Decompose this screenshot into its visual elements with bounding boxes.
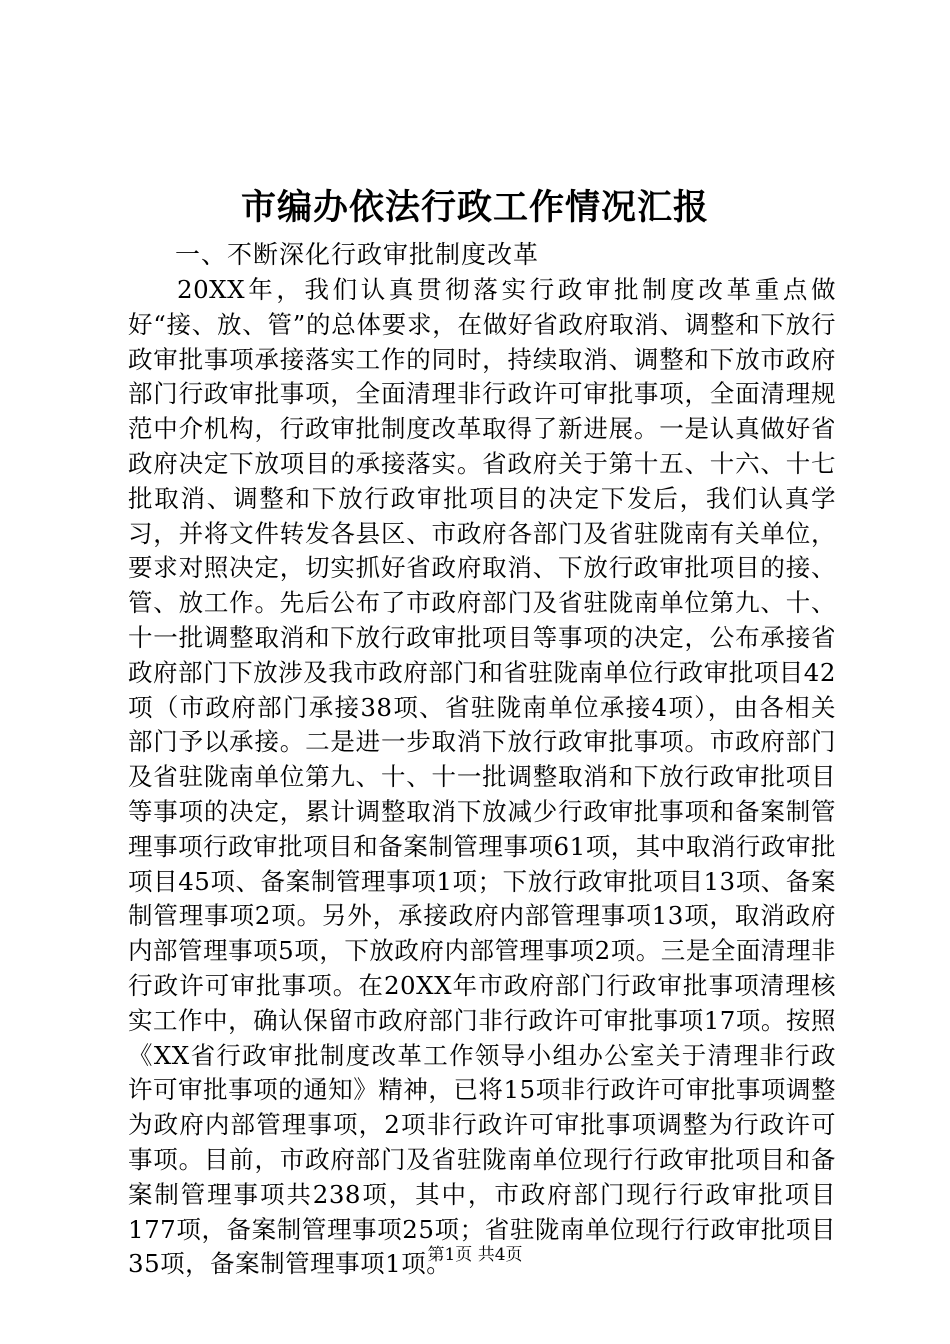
document-title: 市编办依法行政工作情况汇报 xyxy=(240,187,709,228)
section-heading: 一、不断深化行政审批制度改革 xyxy=(175,240,540,269)
body-paragraph: 20XX年，我们认真贯彻落实行政审批制度改革重点做好“接、放、管”的总体要求，在做好省政府取消、调整和下放行政审批事项承接落实工作的同时，持续取消、调整和下放市政府部门行政审批事项，全面清理非行政许可审批事项，全面清理规范中介机构，行政审批制度改革取得了新进展。一是认真做好省政府决定下放项目的承接落实。省政府关于第十五、十六、十七批取消、调整和下放行政审批项目的决定下发后，我们认真学习，并将文件转发各县区、市政府各部门及省驻陇南有关单位，要求对照决定，切实抓好省政府取消、下放行政审批项目的接、管、放工作。先后公布了市政府部门及省驻陇南单位第九、十、十一批调整取消和下放行政审批项目等事项的决定，公布承接省政府部门下放涉及我市政府部门和省驻陇南单位行政审批项目42项（市政府部门承接38项、省驻陇南单位承接4项），由各相关部门予以承接。二是进一步取消下放行政审批事项。市政府部门及省驻陇南单位第九、十、十一批调整取消和下放行政审批项目等事项的决定，累计调整取消下放减少行政审批事项和备案制管理事项行政审批项目和备案制管理事项61项，其中取消行政审批项目45项、备案制管理事项1项；下放行政审批项目13项、备案制管理事项2项。另外，承接政府内部管理事项13项，取消政府内部管理事项5项，下放政府内部管理事项2项。三是全面清理非行政许可审批事项。在20XX年市政府部门行政审批事项清理核实工作中，确认保留市政府部门非行政许可审批事项17项。按照《XX省行政审批制度改革工作领导小组办公室关于清理非行政许可审批事项的通知》精神，已将15项非行政许可审批事项调整为政府内部管理事项，2项非行政许可审批事项调整为行政许可事项。目前，市政府部门及省驻陇南单位现行行政审批项目和备案制管理事项共238项，其中，市政府部门现行行政审批项目177项，备案制管理事项25项；省驻陇南单位现行行政审批项目35项，备案制管理事项1项。 xyxy=(128,275,836,1279)
page-number-footer: 第1页 共4页 xyxy=(427,1245,523,1265)
